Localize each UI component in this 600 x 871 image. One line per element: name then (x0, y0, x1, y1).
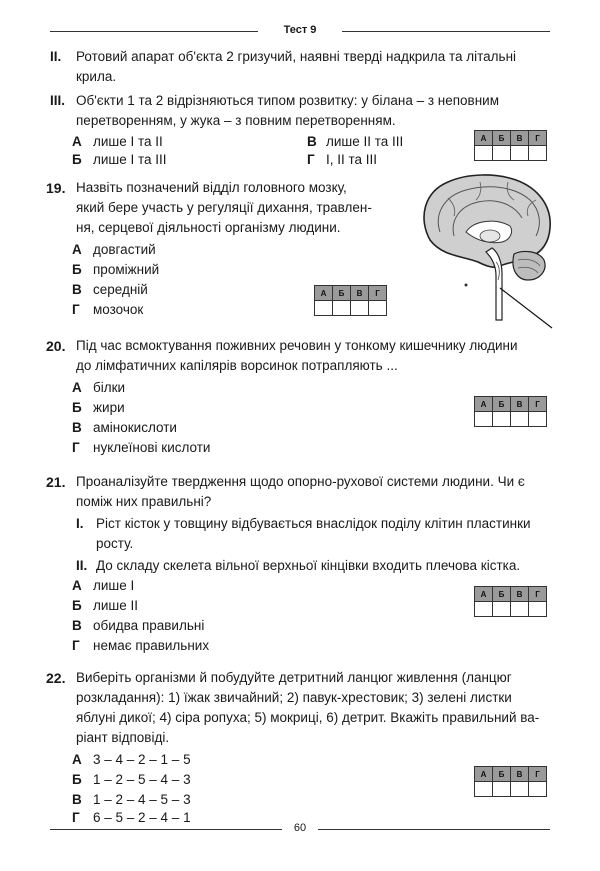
option-letter: Г (72, 302, 80, 317)
option-text: 6 – 5 – 2 – 4 – 1 (93, 810, 191, 825)
answer-box[interactable] (369, 301, 387, 316)
option-letter: Г (307, 152, 315, 167)
option-text: середній (93, 282, 148, 297)
answer-grid (314, 285, 387, 316)
option-text: лише I та III (93, 152, 167, 167)
answer-header-a: А (475, 587, 493, 602)
question-text-line: Виберіть організми й побудуйте детритний ланцюг живлення (ланцюг (76, 670, 512, 685)
option-text: 1 – 2 – 5 – 4 – 3 (93, 772, 191, 787)
option-letter: В (72, 420, 82, 435)
statement-I-number: I. (76, 516, 84, 531)
answer-header-b: Б (493, 587, 511, 602)
answer-box[interactable] (315, 301, 333, 316)
question-text-line: який бере участь у регуляції дихання, травлен- (76, 200, 372, 215)
option-letter: А (72, 242, 82, 257)
answer-grid (474, 396, 547, 427)
option-letter: Б (72, 152, 82, 167)
option-letter: Б (72, 598, 82, 613)
answer-box[interactable] (493, 146, 511, 161)
answer-box[interactable] (529, 602, 547, 617)
answer-box[interactable] (529, 782, 547, 797)
answer-header-v: В (511, 587, 529, 602)
answer-header-a: А (315, 286, 333, 301)
option-text: 1 – 2 – 4 – 5 – 3 (93, 792, 191, 807)
option-letter: В (72, 282, 82, 297)
option-text: I, II та III (326, 152, 378, 167)
answer-box[interactable] (511, 782, 529, 797)
answer-header-a: А (475, 397, 493, 412)
statement-II-number: II. (50, 49, 62, 64)
answer-header-v: В (511, 767, 529, 782)
answer-grid (474, 130, 547, 161)
option-letter: В (307, 134, 317, 149)
question-number: 21. (46, 474, 66, 490)
statement-II-line2: крила. (76, 69, 117, 84)
option-text: лише I (93, 578, 135, 593)
statement-I-line2: росту. (96, 536, 134, 551)
answer-header-g: Г (529, 131, 547, 146)
answer-box[interactable] (493, 602, 511, 617)
option-text: проміжний (93, 262, 160, 277)
answer-box[interactable] (511, 602, 529, 617)
statement-III-line2: перетворенням, у жука – з повним перетворенням. (76, 113, 396, 128)
answer-box[interactable] (333, 301, 351, 316)
option-letter: А (72, 752, 82, 767)
statement-III-line1: Об'єкти 1 та 2 відрізняються типом розвитку: у білана – з неповним (76, 93, 500, 108)
answer-box[interactable] (511, 412, 529, 427)
brain-sagittal-section-icon (410, 170, 558, 330)
option-text: лише II (93, 598, 139, 613)
option-letter: В (72, 618, 82, 633)
question-text-line: розкладання): 1) їжак звичайний; 2) павук-хрестовик; 3) зелені листки (76, 690, 512, 705)
option-text: лише I та II (93, 134, 163, 149)
option-text: обидва правильні (93, 618, 205, 633)
answer-box[interactable] (351, 301, 369, 316)
page-number: 60 (293, 822, 307, 834)
answer-box[interactable] (475, 412, 493, 427)
answer-header-g: Г (529, 587, 547, 602)
question-text-line: до лімфатичних капілярів ворсинок потрапляють ... (76, 358, 398, 373)
option-letter: В (72, 792, 82, 807)
question-number: 22. (46, 670, 66, 686)
answer-box[interactable] (475, 146, 493, 161)
option-text: лише II та III (326, 134, 404, 149)
question-text-line: поміж них правильні? (76, 494, 212, 509)
answer-header-b: Б (493, 767, 511, 782)
question-number: 19. (46, 180, 66, 196)
answer-header-v: В (511, 397, 529, 412)
test-title: Тест 9 (283, 24, 317, 36)
statement-I-line1: Ріст кісток у товщину відбувається внаслідок поділу клітин пластинки (96, 516, 531, 531)
option-text: 3 – 4 – 2 – 1 – 5 (93, 752, 191, 767)
option-letter: Б (72, 400, 82, 415)
option-letter: А (72, 134, 82, 149)
answer-header-g: Г (529, 767, 547, 782)
answer-grid (474, 766, 547, 797)
option-text: мозочок (93, 302, 144, 317)
header-rule-right (342, 31, 550, 32)
answer-box[interactable] (529, 146, 547, 161)
page-header (0, 24, 600, 38)
page-footer (0, 822, 600, 836)
question-text-line: ня, серцевої діяльності організму людини. (76, 220, 341, 235)
answer-header-v: В (351, 286, 369, 301)
question-text-line: Проаналізуйте твердження щодо опорно-рухової системи людини. Чи є (76, 474, 525, 489)
answer-box[interactable] (529, 412, 547, 427)
option-text: жири (93, 400, 125, 415)
option-letter: А (72, 578, 82, 593)
option-letter: А (72, 380, 82, 395)
option-text: нуклеїнові кислоти (93, 440, 211, 455)
answer-box[interactable] (475, 782, 493, 797)
option-text: довгастий (93, 242, 156, 257)
question-text-line: Назвіть позначений відділ головного мозку, (76, 180, 347, 195)
statement-II-line1: До складу скелета вільної верхньої кінцівки входить плечова кістка. (96, 558, 521, 573)
answer-grid (474, 586, 547, 617)
option-text: амінокислоти (93, 420, 177, 435)
option-letter: Б (72, 772, 82, 787)
option-letter: Г (72, 810, 80, 825)
answer-box[interactable] (511, 146, 529, 161)
answer-box[interactable] (475, 602, 493, 617)
option-text: білки (93, 380, 126, 395)
answer-box[interactable] (493, 782, 511, 797)
answer-header-g: Г (529, 397, 547, 412)
question-text-line: яблуні дикої; 4) сіра ропуха; 5) мокриці, 6) детрит. Вкажіть правильний ва- (76, 710, 540, 725)
question-number: 20. (46, 338, 66, 354)
footer-rule-right (318, 829, 550, 830)
answer-header-v: В (511, 131, 529, 146)
answer-box[interactable] (493, 412, 511, 427)
option-text: немає правильних (93, 638, 210, 653)
question-text-line: ріант відповіді. (76, 730, 170, 745)
answer-header-a: А (475, 131, 493, 146)
statement-II-number: II. (76, 558, 88, 573)
answer-header-b: Б (493, 397, 511, 412)
answer-header-b: Б (493, 131, 511, 146)
option-letter: Г (72, 440, 80, 455)
answer-header-g: Г (369, 286, 387, 301)
option-letter: Г (72, 638, 80, 653)
answer-header-b: Б (333, 286, 351, 301)
statement-III-number: III. (50, 93, 66, 108)
option-letter: Б (72, 262, 82, 277)
answer-header-a: А (475, 767, 493, 782)
question-text-line: Під час всмоктування поживних речовин у тонкому кишечнику людини (76, 338, 518, 353)
statement-II-line1: Ротовий апарат об'єкта 2 гризучий, наявні тверді надкрила та літальні (76, 49, 517, 64)
